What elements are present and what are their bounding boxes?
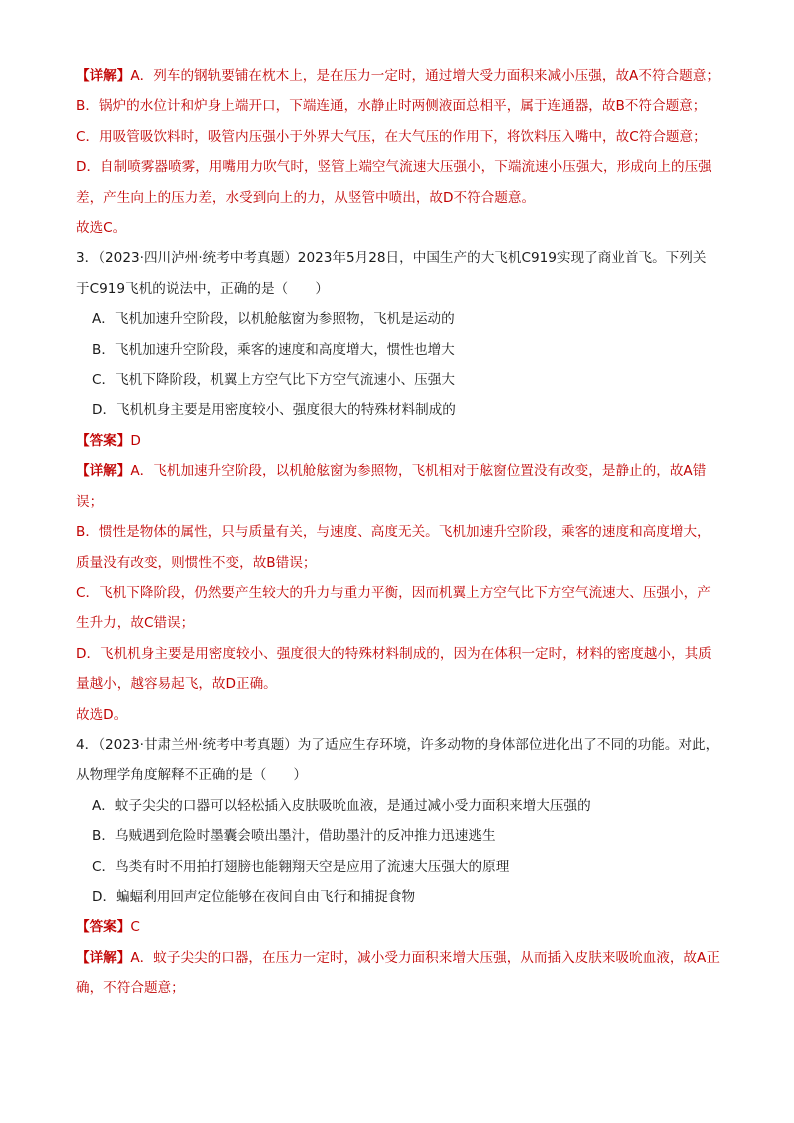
answer-value: C — [130, 919, 140, 936]
detail-paragraph-a — [76, 61, 720, 91]
question-3-detail-c: C．飞机下降阶段，仍然要产生较大的升力与重力平衡，因而机翼上方空气比下方空气流速大、压强小，产生升力，故C错误； — [76, 584, 711, 632]
detail-label: 【详解】 — [76, 463, 131, 480]
detail-label: 【详解】 — [76, 949, 131, 966]
detail-label: 【详解】 — [76, 68, 131, 84]
question-4-detail-a — [76, 943, 720, 1004]
question-3-conclusion: 故选D。 — [76, 706, 128, 723]
detail-text: A．蚊子尖尖的口器，在压力一定时，减小受力面积来增大压强，从而插入皮肤来吸吮血液，故A正确，不符合题意； — [76, 949, 720, 997]
question-3-option-b: B．飞机加速升空阶段，乘客的速度和高度增大，惯性也增大 — [92, 341, 455, 358]
question-4-option-b: B．乌贼遇到危险时墨囊会喷出墨汁，借助墨汁的反冲推力迅速逃生 — [92, 828, 496, 845]
answer-value: D — [130, 432, 141, 449]
detail-text: A．飞机加速升空阶段，以机舱舷窗为参照物，飞机相对于舷窗位置没有改变，是静止的，故A错误； — [76, 463, 707, 510]
question-4-option-d: D．蝙蝠利用回声定位能够在夜间自由飞行和捕捉食物 — [92, 888, 416, 905]
conclusion: 故选C。 — [76, 220, 127, 237]
question-4-stem: 4．（2023·甘肃兰州·统考中考真题）为了适应生存环境，许多动物的身体部位进化出了不同的功能。对此，从物理学角度解释不正确的是（ ） — [76, 736, 720, 784]
question-3-stem: 3．（2023·四川泸州·统考中考真题）2023年5月28日，中国生产的大飞机C919实现了商业首飞。下列关于C919飞机的说法中，正确的是（ ） — [76, 250, 707, 297]
detail-paragraph-c: C．用吸管吸饮料时，吸管内压强小于外界大气压，在大气压的作用下，将饮料压入嘴中，故C符合题意； — [76, 128, 707, 145]
document-page — [76, 61, 720, 1004]
question-3-detail-a — [76, 456, 720, 517]
detail-paragraph-b: B．锅炉的水位计和炉身上端开口，下端连通，水静止时两侧液面总相平，属于连通器，故B不符合题意； — [76, 98, 707, 115]
question-3-detail-d: D．飞机机身主要是用密度较小、强度很大的特殊材料制成的，因为在体积一定时，材料的密度越小，其质量越小，越容易起飞，故D正确。 — [76, 645, 712, 693]
question-3-option-c: C．飞机下降阶段，机翼上方空气比下方空气流速小、压强大 — [92, 372, 455, 389]
question-3-answer — [76, 426, 720, 456]
question-4-option-a: A．蚊子尖尖的口器可以轻松插入皮肤吸吮血液，是通过减小受力面积来增大压强的 — [92, 797, 591, 814]
answer-label: 【答案】 — [76, 919, 131, 936]
question-3-option-d: D．飞机机身主要是用密度较小、强度很大的特殊材料制成的 — [92, 402, 456, 419]
answer-label: 【答案】 — [76, 432, 131, 449]
question-3-detail-b: B．惯性是物体的属性，只与质量有关，与速度、高度无关。飞机加速升空阶段，乘客的速度和高度增大，质量没有改变，则惯性不变，故B错误； — [76, 524, 711, 571]
question-4-answer — [76, 912, 720, 942]
detail-paragraph-d: D．自制喷雾器喷雾，用嘴用力吹气时，竖管上端空气流速大压强小，下端流速小压强大，形成向上的压强差，产生向上的压力差，水受到向上的力，从竖管中喷出，故D不符合题意。 — [76, 159, 712, 206]
detail-text: A．列车的钢轨要铺在枕木上，是在压力一定时，通过增大受力面积来减小压强，故A不符合题意； — [130, 68, 720, 84]
question-3-option-a: A．飞机加速升空阶段，以机舱舷窗为参照物，飞机是运动的 — [92, 311, 455, 328]
question-4-option-c: C．鸟类有时不用拍打翅膀也能翱翔天空是应用了流速大压强大的原理 — [92, 858, 510, 875]
